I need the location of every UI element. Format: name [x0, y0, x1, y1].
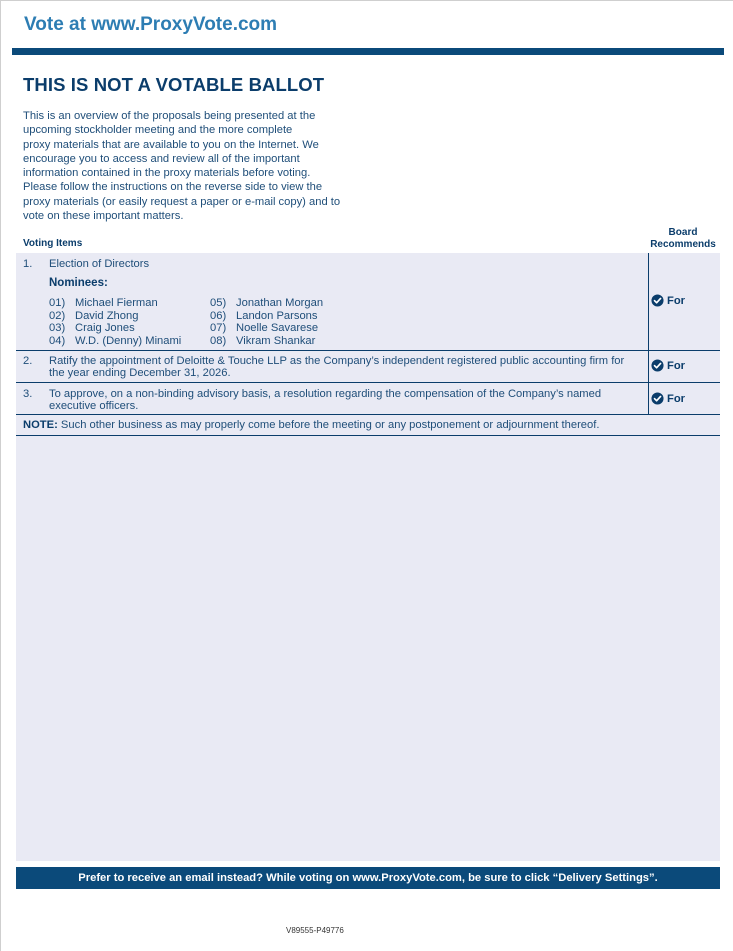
nominee [210, 335, 315, 347]
board-recommendation [651, 359, 685, 372]
delivery-settings-text: Prefer to receive an email instead? While voting on www.ProxyVote.com, be sure to click “Delivery Settings”. [78, 872, 658, 884]
nominee-number: 07) [210, 322, 227, 334]
check-circle-icon [651, 392, 664, 405]
board-header-line: Recommends [650, 238, 716, 250]
note-text: Such other business as may properly come before the meeting or any postponement or adjournment thereof. [57, 419, 600, 431]
intro-line: upcoming stockholder meeting and the more complete [23, 124, 293, 137]
note-label: NOTE: [23, 419, 58, 431]
item-text: Election of Directors [49, 258, 150, 270]
nominee [49, 297, 158, 309]
board-recommends-header [646, 227, 720, 250]
nominee [49, 310, 138, 322]
item-number: 2. [23, 355, 33, 367]
intro-line: information contained in the proxy materials before voting. [23, 167, 311, 180]
nominee [49, 322, 135, 334]
intro-line: vote on these important matters. [23, 210, 184, 223]
item-divider [16, 350, 720, 351]
nominee-name: Landon Parsons [236, 309, 318, 322]
check-circle-icon [651, 359, 664, 372]
nominee-number: 05) [210, 297, 227, 309]
item-number: 3. [23, 388, 33, 400]
nominee-name: Michael Fierman [75, 297, 158, 309]
recommendation-label: For [667, 359, 686, 372]
nominee-number: 04) [49, 334, 66, 347]
nominee [210, 322, 318, 334]
document-code: V89555-P49776 [286, 926, 344, 935]
recommendation-label: For [667, 392, 686, 405]
item-divider [16, 414, 720, 415]
header-rule [12, 48, 724, 55]
nominee [49, 335, 181, 347]
recommendation-label: For [667, 294, 686, 307]
board-recommendation [651, 392, 685, 405]
nominee-number: 02) [49, 309, 66, 322]
nominee [210, 310, 317, 322]
ballot-title: THIS IS NOT A VOTABLE BALLOT [23, 74, 325, 95]
delivery-settings-banner [16, 867, 720, 889]
note-divider [16, 435, 720, 436]
intro-line: proxy materials that are available to you on the Internet. We [23, 138, 319, 151]
recommend-column-divider [648, 253, 649, 415]
item-text-line: the year ending December 31, 2026. [49, 367, 231, 380]
intro-line: proxy materials (or easily request a paper or e-mail copy) and to [23, 195, 341, 208]
nominee-number: 01) [49, 297, 66, 309]
nominees-label: Nominees: [49, 277, 108, 289]
item-text-line: Ratify the appointment of Deloitte & Touche LLP as the Company’s independent registered public accounting firm for [49, 355, 625, 367]
nominee-name: Craig Jones [75, 322, 135, 334]
nominee-number: 06) [210, 309, 227, 322]
nominee [210, 297, 323, 309]
intro-line: encourage you to access and review all of the important [23, 152, 300, 165]
intro-line: This is an overview of the proposals being presented at the [23, 110, 316, 122]
item-text-line: To approve, on a non-binding advisory basis, a resolution regarding the compensation of the Company’s named [49, 388, 602, 400]
board-recommendation [651, 294, 685, 307]
item-text [49, 388, 645, 413]
board-header-line: Board [668, 227, 698, 238]
page-border-top [0, 0, 733, 1]
page-border [0, 0, 1, 951]
intro-paragraph [23, 109, 363, 223]
item-text-line: executive officers. [49, 400, 139, 413]
note [23, 419, 599, 431]
nominee-number: 08) [210, 334, 227, 347]
intro-line: Please follow the instructions on the reverse side to view the [23, 181, 323, 194]
voting-items-header: Voting Items [23, 238, 83, 249]
nominee-name: David Zhong [75, 309, 139, 322]
nominee-name: Noelle Savarese [236, 322, 319, 334]
item-text [49, 355, 645, 380]
check-circle-icon [651, 294, 664, 307]
nominee-name: W.D. (Denny) Minami [75, 334, 182, 347]
item-divider [16, 382, 720, 383]
nominee-number: 03) [49, 322, 66, 334]
header-title[interactable]: Vote at www.ProxyVote.com [24, 14, 278, 35]
item-number: 1. [23, 258, 33, 270]
nominee-name: Jonathan Morgan [236, 297, 324, 309]
nominee-name: Vikram Shankar [236, 334, 316, 347]
